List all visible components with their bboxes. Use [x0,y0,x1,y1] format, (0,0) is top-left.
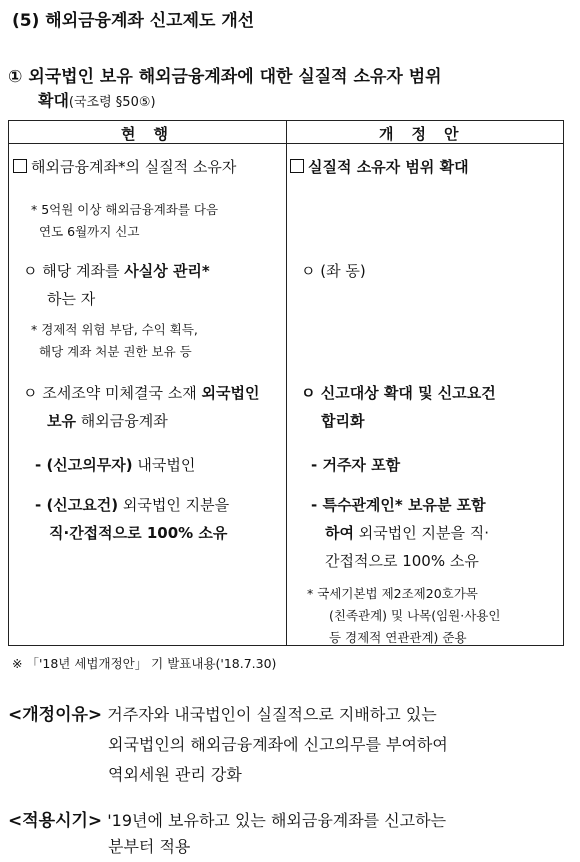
reason-line2: 외국법인의 해외금융계좌에 신고의무를 부여하여 [108,735,448,754]
current-row3-bold: 외국법인 [201,384,260,402]
current-row3-prefix: ㅇ 조세조약 미체결국 소재 [23,384,202,402]
reason-line3: 역외세원 관리 강화 [108,765,242,784]
current-row3-line2-bold: 보유 [47,412,76,430]
current-note2-line1: * 경제적 위험 부담, 수익 획득, [31,322,198,337]
effective-line1-wrap [8,806,446,836]
current-row2-line2: 하는 자 [47,290,96,308]
item-ref: (국조령 §50⑤) [68,95,156,110]
section-title: (5) 해외금융계좌 신고제도 개선 [12,11,255,31]
reason-label: <개정이유> [8,705,103,725]
revised-note-line2: (친족관계) 및 나목(임원·사용인 [329,608,501,623]
current-row5-line2: 직·간접적으로 100% 소유 [49,524,228,542]
current-row4-rest: 내국법인 [132,456,196,474]
current-row1 [13,153,236,181]
item-title-line2: 확대 [38,91,69,110]
revised-row5-line1: - 특수관계인* 보유분 포함 [311,496,486,514]
footnote: ※ 「'18년 세법개정안」 기 발표내용('18.7.30) [12,656,277,671]
item-marker: ① [8,67,23,87]
current-row3-line2-rest: 해외금융계좌 [75,412,168,430]
reason-line1-wrap [8,700,437,730]
revised-row1 [290,153,469,181]
current-note1-line2: 연도 6월까지 신고 [39,224,140,239]
current-row2-line1 [23,257,210,285]
checkbox-icon [290,159,304,173]
revised-row2: ㅇ (좌 동) [301,262,366,280]
header-revised: 개정안 [379,125,477,143]
item-title-line1: 외국법인 보유 해외금융계좌에 대한 실질적 소유자 범위 [28,67,442,87]
current-row5-rest: 외국법인 지분을 [118,496,230,514]
comparison-table [8,120,564,646]
current-row3-line2 [47,407,168,435]
revised-row5-line3: 간접적으로 100% 소유 [325,552,479,570]
current-row1-text: 해외금융계좌*의 실질적 소유자 [31,158,237,176]
revised-row1-text: 실질적 소유자 범위 확대 [308,158,469,176]
current-row4-bold: - (신고의무자) [35,456,133,474]
checkbox-icon [13,159,27,173]
revised-note-line1: * 국세기본법 제2조제20호가목 [307,586,478,601]
current-row3-line1 [23,379,259,407]
revised-note-line3: 등 경제적 연관관계) 준용 [329,630,467,645]
effective-line2: 분부터 적용 [108,837,191,856]
revised-row3-line1: ㅇ 신고대상 확대 및 신고요건 [301,384,496,402]
item-title [8,62,442,87]
revised-row5-line2-bold: 하여 [325,524,354,542]
revised-row3-line2: 합리화 [321,412,365,430]
revised-row4: - 거주자 포함 [311,456,401,474]
revised-row5-line2 [325,519,489,547]
effective-label: <적용시기> [8,811,103,831]
effective-line1: '19년에 보유하고 있는 해외금융계좌를 신고하는 [107,811,447,830]
current-row5-line1 [35,491,229,519]
current-note2-line2: 해당 계좌 처분 권한 보유 등 [39,344,192,359]
current-row4 [35,451,195,479]
item-title-line2-wrap [38,88,156,111]
header-current: 현행 [121,125,186,143]
reason-line1: 거주자와 내국법인이 실질적으로 지배하고 있는 [107,705,437,724]
current-row2-bold: 사실상 관리* [124,262,210,280]
revised-row5-line2-rest: 외국법인 지분을 직· [353,524,489,542]
current-row2-prefix: ㅇ 해당 계좌를 [23,262,125,280]
current-row5-bold: - (신고요건) [35,496,119,514]
current-note1-line1: * 5억원 이상 해외금융계좌를 다음 [31,202,219,217]
column-divider [286,121,287,645]
